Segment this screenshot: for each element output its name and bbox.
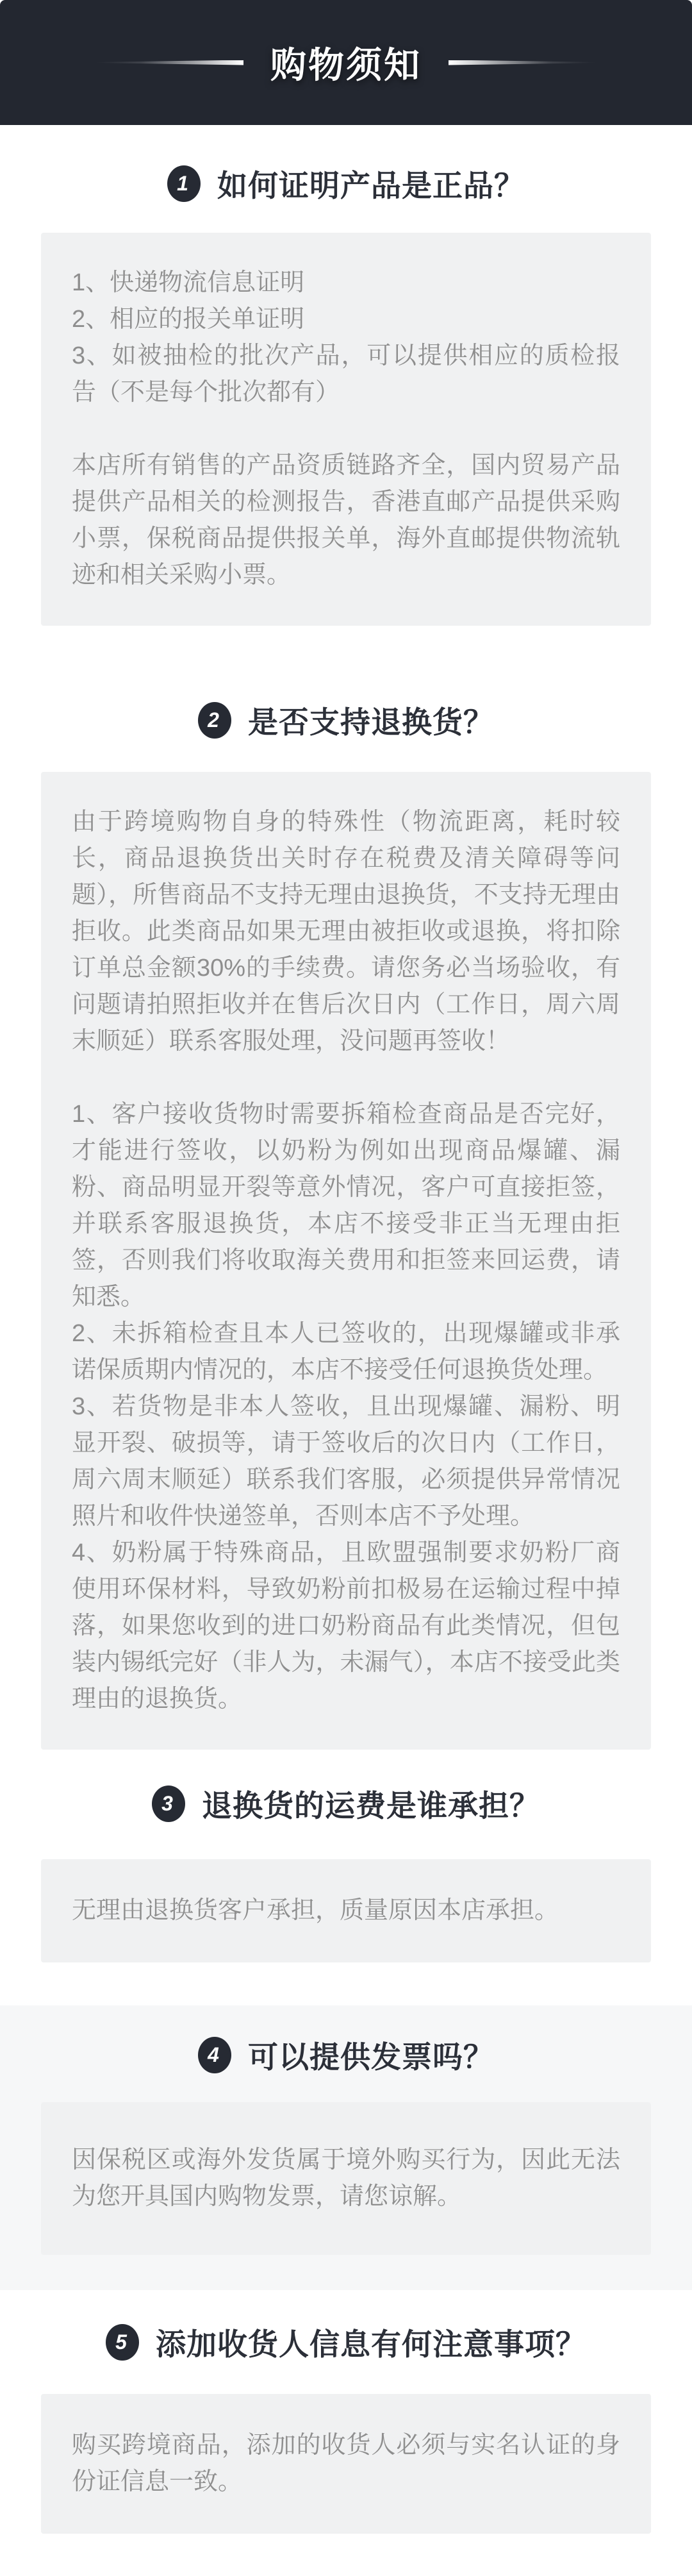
answer-paragraph: 3、若货物是非本人签收，且出现爆罐、漏粉、明显开裂、破损等，请于签收后的次日内（工作日，周六周末顺延）联系我们客服，必须提供异常情况照片和收件快递签单，否则本店不予处理。: [72, 1393, 620, 1530]
section-1-number-badge: 1: [167, 165, 201, 202]
section-recipient-info: [0, 2323, 692, 2534]
answer-paragraph: 无理由退换货客户承担，质量原因本店承担。: [72, 1897, 559, 1924]
section-4-answer-box: [41, 2102, 651, 2255]
section-4-question-row: [0, 2036, 692, 2073]
section-3-answer-box: [41, 1859, 651, 1962]
answer-paragraph: 购买跨境商品，添加的收货人必须与实名认证的身份证信息一致。: [72, 2432, 620, 2495]
answer-paragraph: 由于跨境购物自身的特殊性（物流距离，耗时较长，商品退换货出关时存在税费及清关障碍等问题），所售商品不支持无理由退换货，不支持无理由拒收。此类商品如果无理由被拒收或退换，将扣除订单总金额30%的手续费。请您务必当场验收，有问题请拍照拒收并在售后次日内（工作日，周六周末顺延）联系客服处理，没问题再签收！: [72, 808, 620, 1055]
section-4-background-band: [0, 2005, 692, 2290]
section-4-question: 可以提供发票吗？: [248, 2039, 494, 2074]
section-returns-policy: [0, 701, 692, 1750]
title-decor-line-left-icon: [96, 60, 243, 65]
page-title: 购物须知: [270, 44, 422, 85]
section-invoice: [0, 2036, 692, 2255]
section-1-answer-box: [41, 233, 651, 626]
answer-paragraph: 2、相应的报关单证明: [72, 306, 305, 333]
title-decor-line-right-icon: [449, 60, 596, 65]
section-return-shipping-fee: [0, 1785, 692, 1962]
section-5-question: 添加收货人信息有何注意事项？: [156, 2327, 586, 2361]
section-2-answer-box: [41, 772, 651, 1750]
answer-paragraph: 1、客户接收货物时需要拆箱检查商品是否完好，才能进行签收，以奶粉为例如出现商品爆罐、漏粉、商品明显开裂等意外情况，客户可直接拒签，并联系客服退换货，本店不接受非正当无理由拒签，否则我们将收取海关费用和拒签来回运费，请知悉。: [72, 1101, 620, 1310]
section-authenticity: [0, 165, 692, 626]
section-2-number-badge: 2: [198, 702, 231, 739]
section-5-answer-box: [41, 2394, 651, 2534]
section-4-number-badge: 4: [198, 2037, 231, 2073]
section-3-number-badge: 3: [152, 1786, 185, 1822]
bottom-spacer: [0, 2534, 692, 2576]
section-2-question-row: [0, 701, 692, 739]
section-5-question-row: [0, 2323, 692, 2361]
page-header-banner: [0, 0, 692, 125]
answer-paragraph: 3、如被抽检的批次产品，可以提供相应的质检报告（不是每个批次都有）: [72, 342, 620, 406]
section-5-number-badge: 5: [106, 2324, 139, 2361]
section-1-question: 如何证明产品是正品？: [217, 168, 525, 203]
answer-paragraph: 因保税区或海外发货属于境外购买行为，因此无法为您开具国内购物发票，请您谅解。: [72, 2146, 620, 2210]
section-1-question-row: [0, 165, 692, 202]
section-3-question: 退换货的运费是谁承担？: [202, 1788, 540, 1823]
section-2-question: 是否支持退换货？: [248, 705, 494, 739]
answer-paragraph: 4、奶粉属于特殊商品，且欧盟强制要求奶粉厂商使用环保材料，导致奶粉前扣极易在运输过程中掉落，如果您收到的进口奶粉商品有此类情况，但包装内锡纸完好（非人为，未漏气），本店不接受此类理由的退换货。: [72, 1539, 620, 1712]
answer-paragraph: 本店所有销售的产品资质链路齐全，国内贸易产品提供产品相关的检测报告，香港直邮产品提供采购小票，保税商品提供报关单，海外直邮提供物流轨迹和相关采购小票。: [72, 452, 620, 589]
section-3-question-row: [0, 1785, 692, 1822]
answer-paragraph: 2、未拆箱检查且本人已签收的，出现爆罐或非承诺保质期内情况的，本店不接受任何退换货处理。: [72, 1320, 620, 1384]
answer-paragraph: 1、快递物流信息证明: [72, 269, 305, 296]
